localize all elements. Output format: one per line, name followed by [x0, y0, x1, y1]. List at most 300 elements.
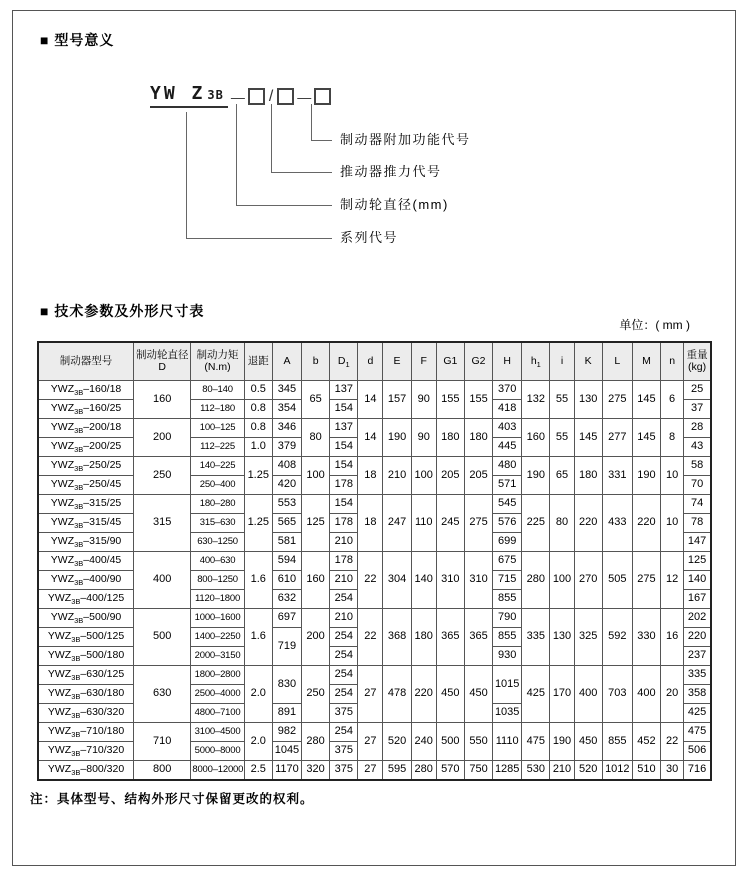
value-cell: 750: [464, 761, 492, 781]
value-cell: 154: [330, 495, 358, 514]
value-cell: 325: [574, 609, 602, 666]
value-cell: 178: [330, 476, 358, 495]
value-cell: 400: [632, 666, 660, 723]
value-cell: 80–140: [191, 381, 244, 400]
value-cell: 1170: [272, 761, 301, 781]
col-header: L: [602, 342, 632, 381]
value-cell: 130: [574, 381, 602, 419]
label-additional-function-code: 制动器附加功能代号: [340, 132, 471, 147]
value-cell: 520: [574, 761, 602, 781]
value-cell: 425: [522, 666, 550, 723]
value-cell: 375: [330, 704, 358, 723]
value-cell: 452: [632, 723, 660, 761]
value-cell: 250–400: [191, 476, 244, 495]
value-cell: 80: [302, 419, 330, 457]
value-cell: 478: [383, 666, 411, 723]
value-cell: 155: [464, 381, 492, 419]
value-cell: 1110: [493, 723, 522, 761]
series-code-main: YW Z: [150, 83, 206, 104]
model-cell: $YWZ_{3B}-250/25$: [38, 457, 134, 476]
value-cell: 425: [684, 704, 711, 723]
col-header: A: [272, 342, 301, 381]
col-header: $D_1$: [330, 342, 358, 381]
value-cell: 550: [464, 723, 492, 761]
value-cell: 250: [134, 457, 191, 495]
value-cell: 4800–7100: [191, 704, 244, 723]
value-cell: 450: [464, 666, 492, 723]
value-cell: 250: [302, 666, 330, 723]
value-cell: 30: [661, 761, 684, 781]
value-cell: 675: [493, 552, 522, 571]
value-cell: 408: [272, 457, 301, 476]
value-cell: 178: [330, 514, 358, 533]
col-header: i: [550, 342, 574, 381]
value-cell: 480: [493, 457, 522, 476]
value-cell: 310: [464, 552, 492, 609]
value-cell: 160: [522, 419, 550, 457]
value-cell: 358: [684, 685, 711, 704]
value-cell: 43: [684, 438, 711, 457]
table-row: [38, 495, 711, 514]
value-cell: 180: [464, 419, 492, 457]
col-header: H: [493, 342, 522, 381]
placeholder-box-function: [314, 88, 331, 105]
series-code-underline: [150, 85, 228, 108]
value-cell: 70: [684, 476, 711, 495]
value-cell: 375: [330, 742, 358, 761]
value-cell: 254: [330, 666, 358, 685]
value-cell: 719: [272, 628, 301, 666]
placeholder-box-thrust: [277, 88, 294, 105]
value-cell: 147: [684, 533, 711, 552]
model-code-line: [150, 85, 331, 108]
value-cell: 65: [302, 381, 330, 419]
model-cell: $YWZ_{3B}-315/45$: [38, 514, 134, 533]
value-cell: 433: [602, 495, 632, 552]
value-cell: 0.5: [244, 381, 272, 400]
value-cell: 697: [272, 609, 301, 628]
value-cell: 891: [272, 704, 301, 723]
model-cell: $YWZ_{3B}-500/90$: [38, 609, 134, 628]
model-cell: $YWZ_{3B}-250/45$: [38, 476, 134, 495]
connector-line: [186, 238, 332, 239]
value-cell: 220: [574, 495, 602, 552]
value-cell: 154: [330, 438, 358, 457]
value-cell: 112–225: [191, 438, 244, 457]
footnote: 注：具体型号、结构外形尺寸保留更改的权利。: [30, 792, 314, 806]
model-cell: $YWZ_{3B}-200/18$: [38, 419, 134, 438]
value-cell: 280: [411, 761, 436, 781]
value-cell: 335: [522, 609, 550, 666]
value-cell: 247: [383, 495, 411, 552]
value-cell: 1.25: [244, 457, 272, 495]
value-cell: 155: [436, 381, 464, 419]
value-cell: 112–180: [191, 400, 244, 419]
unit-label: 单位：( mm ): [619, 318, 690, 332]
value-cell: 403: [493, 419, 522, 438]
value-cell: 630–1250: [191, 533, 244, 552]
value-cell: 320: [302, 761, 330, 781]
value-cell: 14: [358, 381, 383, 419]
table-row: [38, 609, 711, 628]
value-cell: 80: [550, 495, 574, 552]
value-cell: 855: [602, 723, 632, 761]
connector-line: [311, 140, 332, 141]
value-cell: 2000–3150: [191, 647, 244, 666]
value-cell: 592: [602, 609, 632, 666]
table-row: [38, 723, 711, 742]
model-cell: $YWZ_{3B}-200/25$: [38, 438, 134, 457]
col-header: 退距: [244, 342, 272, 381]
value-cell: 145: [574, 419, 602, 457]
value-cell: 1.25: [244, 495, 272, 552]
value-cell: 190: [383, 419, 411, 457]
value-cell: 345: [272, 381, 301, 400]
value-cell: 330: [632, 609, 660, 666]
col-header: n: [661, 342, 684, 381]
value-cell: 703: [602, 666, 632, 723]
value-cell: 254: [330, 628, 358, 647]
value-cell: 245: [436, 495, 464, 552]
connector-line: [271, 172, 332, 173]
value-cell: 55: [550, 381, 574, 419]
table-row: [38, 761, 711, 781]
value-cell: 510: [632, 761, 660, 781]
value-cell: 190: [550, 723, 574, 761]
value-cell: 2500–4000: [191, 685, 244, 704]
value-cell: 37: [684, 400, 711, 419]
value-cell: 270: [574, 552, 602, 609]
col-header: d: [358, 342, 383, 381]
model-cell: $YWZ_{3B}-315/90$: [38, 533, 134, 552]
value-cell: 100: [302, 457, 330, 495]
value-cell: 500: [436, 723, 464, 761]
value-cell: 1000–1600: [191, 609, 244, 628]
value-cell: 90: [411, 419, 436, 457]
value-cell: 254: [330, 590, 358, 609]
col-header: 制动力矩 (N.m): [191, 342, 244, 381]
value-cell: 10: [661, 457, 684, 495]
slash-separator: /: [268, 87, 274, 105]
model-cell: $YWZ_{3B}-160/25$: [38, 400, 134, 419]
model-cell: $YWZ_{3B}-630/180$: [38, 685, 134, 704]
model-cell: $YWZ_{3B}-630/125$: [38, 666, 134, 685]
connector-line: [271, 104, 272, 172]
value-cell: 237: [684, 647, 711, 666]
model-cell: $YWZ_{3B}-400/90$: [38, 571, 134, 590]
connector-line: [236, 104, 237, 205]
value-cell: 304: [383, 552, 411, 609]
value-cell: 225: [522, 495, 550, 552]
value-cell: 160: [302, 552, 330, 609]
value-cell: 368: [383, 609, 411, 666]
value-cell: 154: [330, 400, 358, 419]
value-cell: 180: [574, 457, 602, 495]
value-cell: 418: [493, 400, 522, 419]
value-cell: 280: [302, 723, 330, 761]
value-cell: 450: [436, 666, 464, 723]
value-cell: 1120–1800: [191, 590, 244, 609]
value-cell: 630: [134, 666, 191, 723]
value-cell: 0.8: [244, 400, 272, 419]
value-cell: 5000–8000: [191, 742, 244, 761]
value-cell: 982: [272, 723, 301, 742]
value-cell: 27: [358, 761, 383, 781]
value-cell: 310: [436, 552, 464, 609]
value-cell: 137: [330, 419, 358, 438]
value-cell: 930: [493, 647, 522, 666]
value-cell: 1015: [493, 666, 522, 704]
value-cell: 220: [684, 628, 711, 647]
value-cell: 167: [684, 590, 711, 609]
value-cell: 710: [134, 723, 191, 761]
value-cell: 331: [602, 457, 632, 495]
value-cell: 1800–2800: [191, 666, 244, 685]
value-cell: 205: [464, 457, 492, 495]
value-cell: 202: [684, 609, 711, 628]
value-cell: 28: [684, 419, 711, 438]
col-header: G2: [464, 342, 492, 381]
value-cell: 354: [272, 400, 301, 419]
value-cell: 475: [684, 723, 711, 742]
dash-separator: —: [297, 88, 312, 105]
value-cell: 1.6: [244, 609, 272, 666]
value-cell: 2.0: [244, 723, 272, 761]
model-cell: $YWZ_{3B}-710/320$: [38, 742, 134, 761]
section-title-specs: ■ 技术参数及外形尺寸表: [40, 303, 205, 319]
value-cell: 570: [436, 761, 464, 781]
value-cell: 145: [632, 381, 660, 419]
value-cell: 27: [358, 723, 383, 761]
value-cell: 1.0: [244, 438, 272, 457]
col-header: 制动器型号: [38, 342, 134, 381]
value-cell: 2.5: [244, 761, 272, 781]
value-cell: 365: [436, 609, 464, 666]
value-cell: 16: [661, 609, 684, 666]
table-row: [38, 381, 711, 400]
value-cell: 545: [493, 495, 522, 514]
value-cell: 800: [134, 761, 191, 781]
section-title-model-meaning: ■ 型号意义: [40, 32, 115, 48]
value-cell: 210: [330, 533, 358, 552]
placeholder-box-diameter: [248, 88, 265, 105]
value-cell: 370: [493, 381, 522, 400]
value-cell: 205: [436, 457, 464, 495]
value-cell: 100–125: [191, 419, 244, 438]
value-cell: 154: [330, 457, 358, 476]
value-cell: 200: [302, 609, 330, 666]
value-cell: 254: [330, 723, 358, 742]
value-cell: 210: [550, 761, 574, 781]
value-cell: 55: [550, 419, 574, 457]
value-cell: 254: [330, 685, 358, 704]
value-cell: 140: [411, 552, 436, 609]
col-header: M: [632, 342, 660, 381]
value-cell: 12: [661, 552, 684, 609]
value-cell: 581: [272, 533, 301, 552]
value-cell: 8: [661, 419, 684, 457]
value-cell: 0.8: [244, 419, 272, 438]
value-cell: 632: [272, 590, 301, 609]
col-header: K: [574, 342, 602, 381]
table-row: [38, 419, 711, 438]
col-header: F: [411, 342, 436, 381]
connector-line: [186, 112, 187, 238]
value-cell: 74: [684, 495, 711, 514]
col-header: 重量 (kg): [684, 342, 711, 381]
value-cell: 571: [493, 476, 522, 495]
value-cell: 220: [411, 666, 436, 723]
value-cell: 400: [574, 666, 602, 723]
value-cell: 100: [550, 552, 574, 609]
value-cell: 400: [134, 552, 191, 609]
value-cell: 610: [272, 571, 301, 590]
model-cell: $YWZ_{3B}-630/320$: [38, 704, 134, 723]
value-cell: 1400–2250: [191, 628, 244, 647]
label-thruster-force-code: 推动器推力代号: [340, 164, 442, 179]
value-cell: 210: [383, 457, 411, 495]
value-cell: 275: [602, 381, 632, 419]
table-row: [38, 666, 711, 685]
value-cell: 130: [550, 609, 574, 666]
model-cell: $YWZ_{3B}-800/320$: [38, 761, 134, 781]
value-cell: 445: [493, 438, 522, 457]
value-cell: 315: [134, 495, 191, 552]
value-cell: 3100–4500: [191, 723, 244, 742]
value-cell: 576: [493, 514, 522, 533]
value-cell: 8000–12000: [191, 761, 244, 781]
value-cell: 6: [661, 381, 684, 419]
value-cell: 22: [661, 723, 684, 761]
value-cell: 200: [134, 419, 191, 457]
label-series-code: 系列代号: [340, 230, 399, 245]
value-cell: 553: [272, 495, 301, 514]
value-cell: 22: [358, 552, 383, 609]
table-row: [38, 457, 711, 476]
dash-separator: —: [230, 88, 245, 105]
col-header: b: [302, 342, 330, 381]
value-cell: 420: [272, 476, 301, 495]
value-cell: 275: [632, 552, 660, 609]
value-cell: 170: [550, 666, 574, 723]
col-header: E: [383, 342, 411, 381]
label-wheel-diameter: 制动轮直径(mm): [340, 197, 449, 212]
value-cell: 715: [493, 571, 522, 590]
value-cell: 58: [684, 457, 711, 476]
value-cell: 365: [464, 609, 492, 666]
value-cell: 500: [134, 609, 191, 666]
value-cell: 475: [522, 723, 550, 761]
value-cell: 1285: [493, 761, 522, 781]
value-cell: 180: [411, 609, 436, 666]
value-cell: 65: [550, 457, 574, 495]
value-cell: 25: [684, 381, 711, 400]
value-cell: 132: [522, 381, 550, 419]
value-cell: 505: [602, 552, 632, 609]
value-cell: 1.6: [244, 552, 272, 609]
value-cell: 140–225: [191, 457, 244, 476]
value-cell: 1012: [602, 761, 632, 781]
value-cell: 594: [272, 552, 301, 571]
value-cell: 180: [436, 419, 464, 457]
value-cell: 790: [493, 609, 522, 628]
model-cell: $YWZ_{3B}-500/180$: [38, 647, 134, 666]
value-cell: 375: [330, 761, 358, 781]
value-cell: 2.0: [244, 666, 272, 723]
model-cell: $YWZ_{3B}-400/45$: [38, 552, 134, 571]
model-cell: $YWZ_{3B}-160/18$: [38, 381, 134, 400]
value-cell: 10: [661, 495, 684, 552]
value-cell: 520: [383, 723, 411, 761]
value-cell: 180–280: [191, 495, 244, 514]
value-cell: 220: [632, 495, 660, 552]
value-cell: 145: [632, 419, 660, 457]
value-cell: 178: [330, 552, 358, 571]
value-cell: 190: [522, 457, 550, 495]
value-cell: 78: [684, 514, 711, 533]
value-cell: 800–1250: [191, 571, 244, 590]
value-cell: 137: [330, 381, 358, 400]
value-cell: 716: [684, 761, 711, 781]
value-cell: 22: [358, 609, 383, 666]
value-cell: 140: [684, 571, 711, 590]
value-cell: 157: [383, 381, 411, 419]
value-cell: 20: [661, 666, 684, 723]
value-cell: 280: [522, 552, 550, 609]
value-cell: 190: [632, 457, 660, 495]
value-cell: 565: [272, 514, 301, 533]
value-cell: 346: [272, 419, 301, 438]
value-cell: 335: [684, 666, 711, 685]
model-cell: $YWZ_{3B}-400/125$: [38, 590, 134, 609]
value-cell: 254: [330, 647, 358, 666]
value-cell: 315–630: [191, 514, 244, 533]
col-header: $h_1$: [522, 342, 550, 381]
connector-line: [311, 104, 312, 140]
value-cell: 506: [684, 742, 711, 761]
value-cell: 275: [464, 495, 492, 552]
model-cell: $YWZ_{3B}-710/180$: [38, 723, 134, 742]
value-cell: 595: [383, 761, 411, 781]
value-cell: 18: [358, 495, 383, 552]
model-cell: $YWZ_{3B}-315/25$: [38, 495, 134, 514]
value-cell: 210: [330, 571, 358, 590]
value-cell: 160: [134, 381, 191, 419]
value-cell: 14: [358, 419, 383, 457]
value-cell: 855: [493, 628, 522, 647]
value-cell: 400–630: [191, 552, 244, 571]
model-cell: $YWZ_{3B}-500/125$: [38, 628, 134, 647]
value-cell: 1035: [493, 704, 522, 723]
col-header: 制动轮直径 D: [134, 342, 191, 381]
value-cell: 450: [574, 723, 602, 761]
value-cell: 125: [684, 552, 711, 571]
value-cell: 530: [522, 761, 550, 781]
value-cell: 379: [272, 438, 301, 457]
col-header: G1: [436, 342, 464, 381]
value-cell: 125: [302, 495, 330, 552]
value-cell: 277: [602, 419, 632, 457]
value-cell: 699: [493, 533, 522, 552]
spec-table: [37, 341, 712, 781]
value-cell: 27: [358, 666, 383, 723]
value-cell: 90: [411, 381, 436, 419]
value-cell: 210: [330, 609, 358, 628]
value-cell: 855: [493, 590, 522, 609]
value-cell: 240: [411, 723, 436, 761]
table-row: [38, 552, 711, 571]
value-cell: 100: [411, 457, 436, 495]
